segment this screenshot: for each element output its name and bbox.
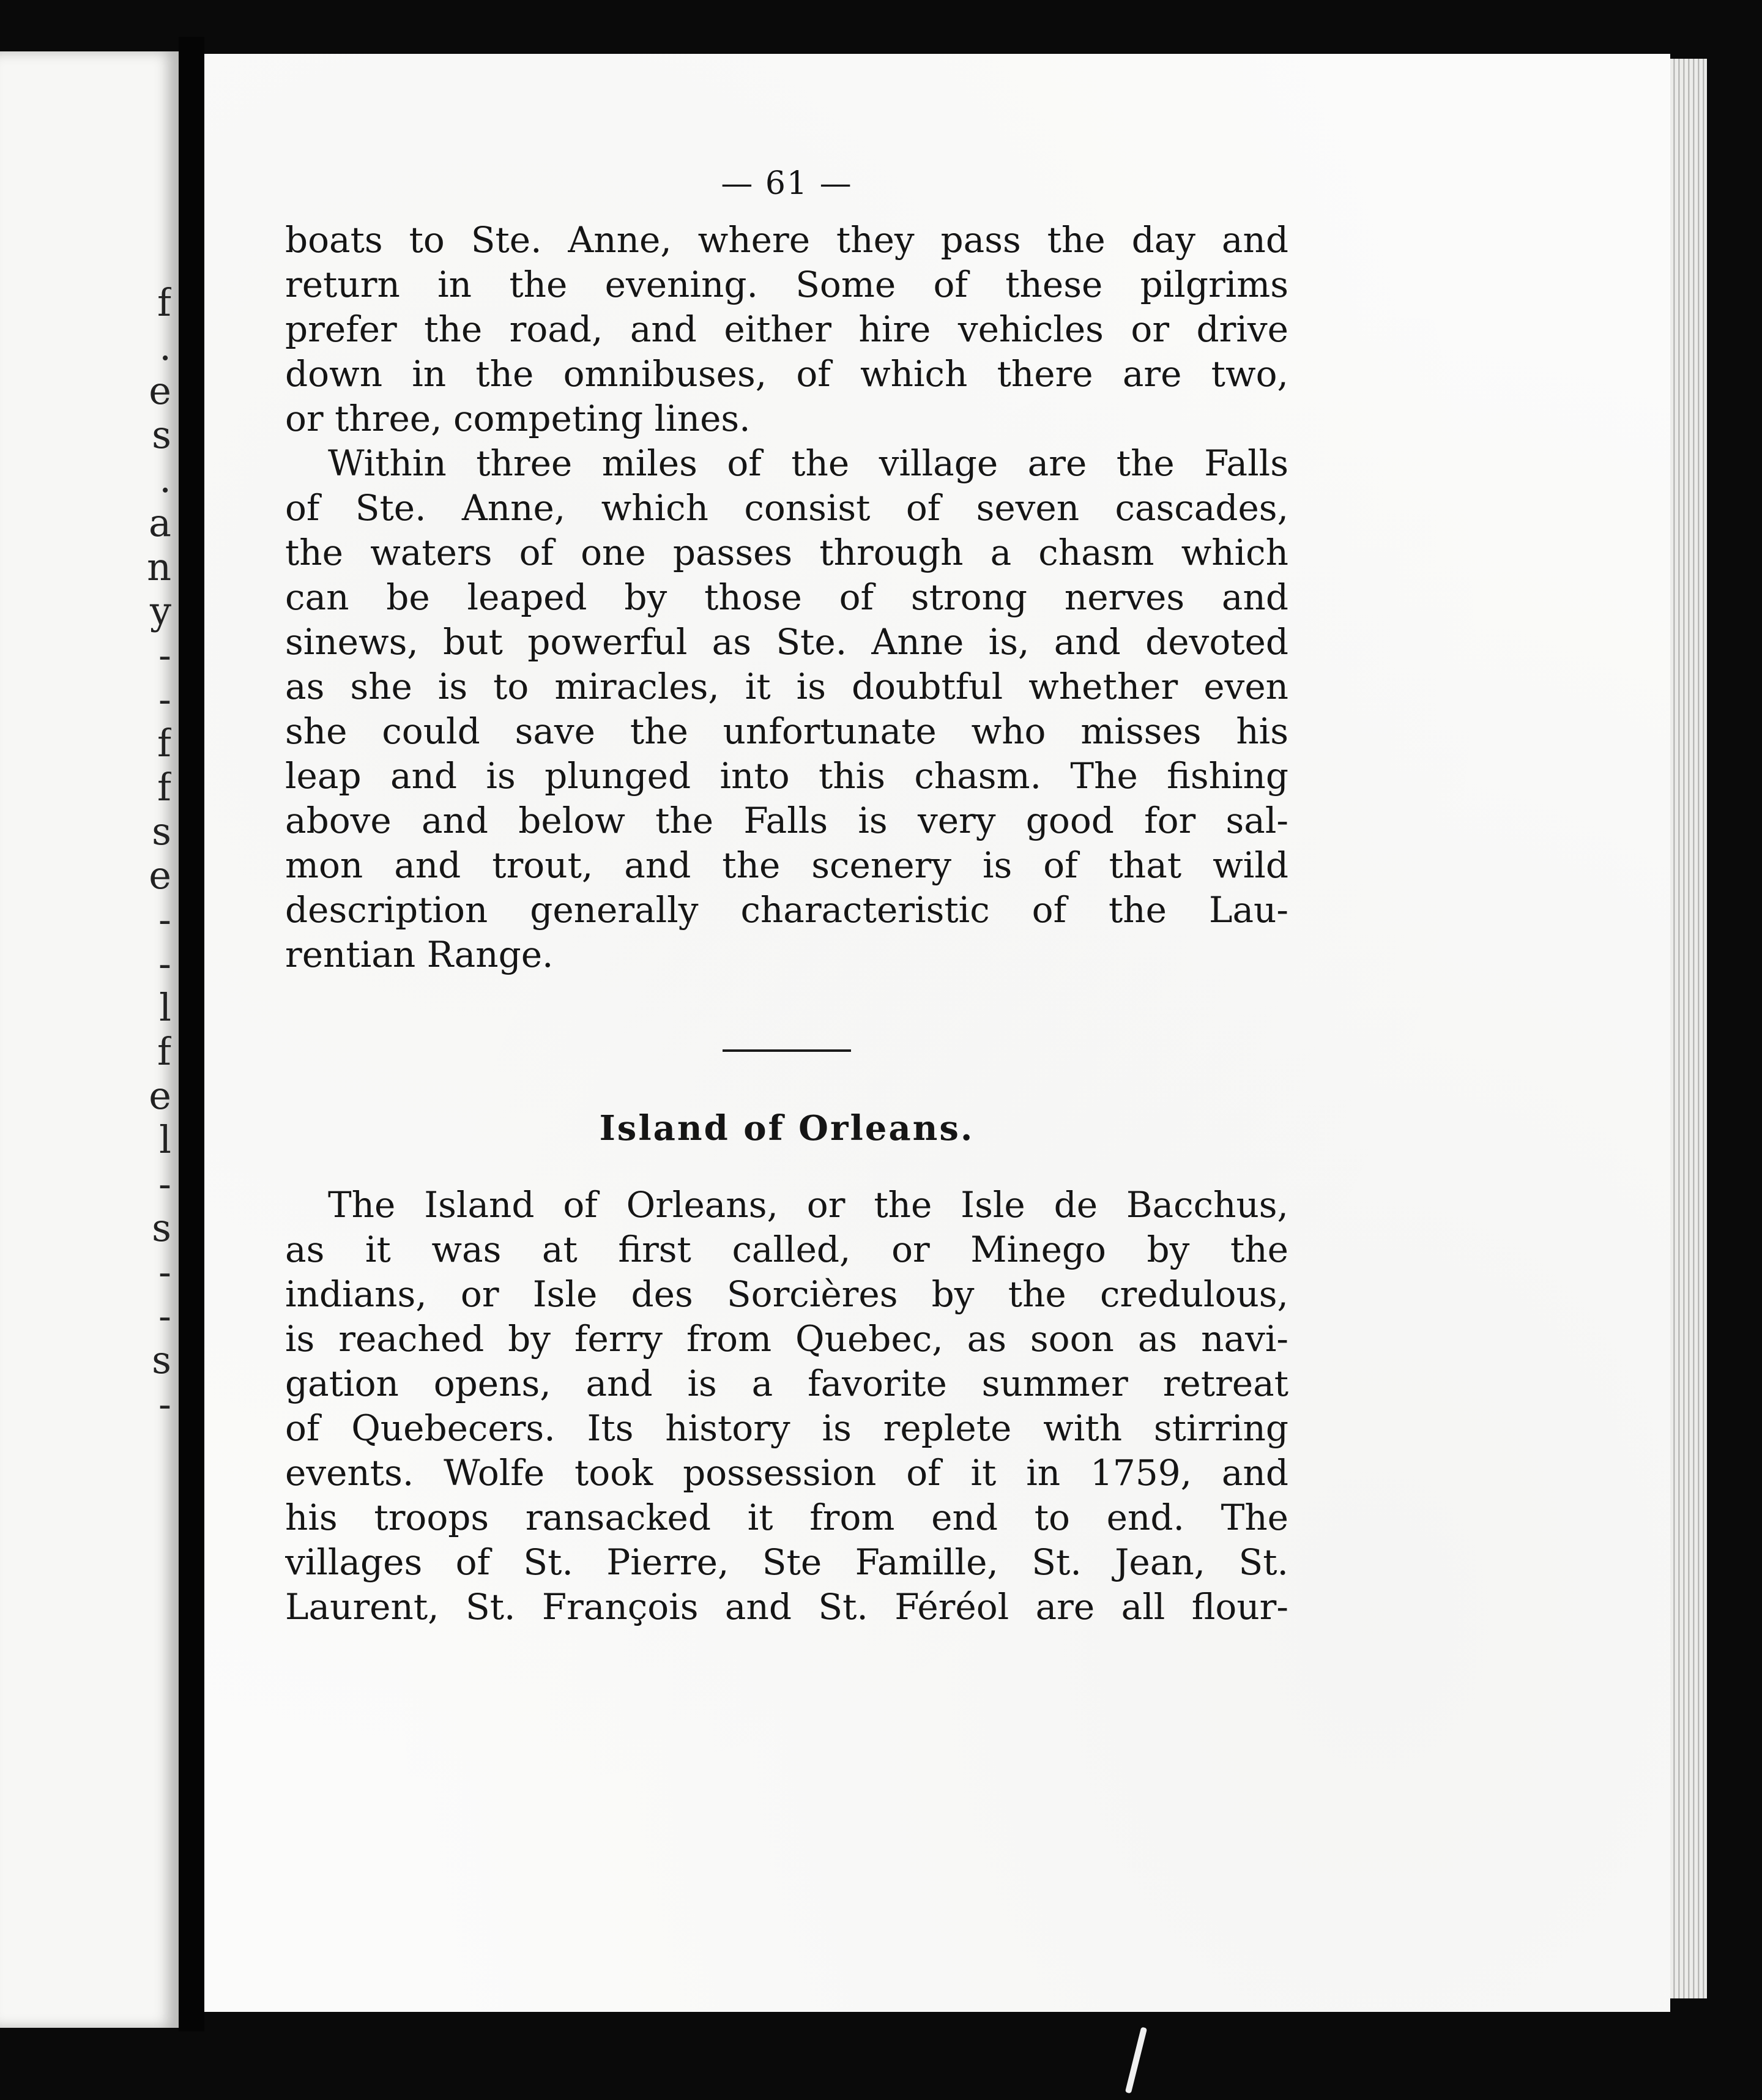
left-page-char: y: [149, 592, 171, 633]
book-gutter: [179, 37, 204, 2031]
text-line: Within three miles of the village are the Falls: [328, 442, 1288, 484]
left-page-char: -: [158, 1253, 171, 1294]
text-line: gation opens, and is a favorite summer retreat: [285, 1363, 1288, 1404]
left-page-cut-off-text: [147, 284, 171, 1429]
left-page-char: .: [159, 328, 171, 369]
text-line: is reached by ferry from Quebec, as soon as navi-: [285, 1318, 1288, 1360]
text-line: description generally characteristic of the Lau-: [285, 889, 1288, 931]
text-line: indians, or Isle des Sorcières by the credulous,: [285, 1273, 1288, 1315]
left-page-char: a: [149, 504, 171, 545]
left-page-char: -: [158, 1297, 171, 1338]
page-edges: [1670, 59, 1707, 1998]
stray-mark: [1125, 2027, 1147, 2093]
left-page-char: -: [158, 1385, 171, 1426]
paragraph-falls: [285, 441, 1288, 977]
left-page-char: e: [149, 372, 171, 413]
left-page-char: n: [147, 548, 171, 589]
left-page-char: .: [159, 460, 171, 501]
left-page-char: f: [157, 724, 171, 765]
left-page-char: s: [152, 1209, 171, 1250]
left-page-char: s: [152, 416, 171, 457]
text-line: above and below the Falls is very good for sal-: [285, 800, 1288, 841]
text-line: of Quebecers. Its history is replete with stirring: [285, 1407, 1288, 1449]
text-line: she could save the unfortunate who misses his: [285, 710, 1288, 752]
left-page-char: -: [158, 945, 171, 986]
left-page-char: f: [157, 769, 171, 810]
text-line: of Ste. Anne, which consist of seven cascades,: [285, 487, 1288, 529]
left-page-fragment: [0, 51, 179, 2028]
text-line: the waters of one passes through a chasm which: [285, 532, 1288, 573]
text-line: as it was at first called, or Minego by the: [285, 1229, 1288, 1270]
page-text-block: [285, 165, 1288, 1629]
left-page-char: e: [149, 857, 171, 898]
left-page-char: s: [152, 1341, 171, 1382]
paragraph-pilgrims: [285, 218, 1288, 441]
text-line: his troops ransacked it from end to end. The: [285, 1497, 1288, 1538]
text-line: or three, competing lines.: [285, 398, 751, 439]
text-line: down in the omnibuses, of which there are two,: [285, 353, 1288, 395]
text-line: Laurent, St. François and St. Féréol are all flour-: [285, 1586, 1288, 1628]
left-page-char: f: [157, 284, 171, 325]
section-heading: Island of Orleans.: [599, 1108, 975, 1149]
page-number: — 61 —: [721, 165, 853, 202]
text-line: sinews, but powerful as Ste. Anne is, and devoted: [285, 621, 1288, 663]
left-page-char: -: [158, 1165, 171, 1206]
text-line: The Island of Orleans, or the Isle de Bacchus,: [328, 1184, 1288, 1226]
text-line: leap and is plunged into this chasm. The fishing: [285, 755, 1288, 797]
left-page-char: f: [157, 1033, 171, 1074]
text-line: return in the evening. Some of these pilgrims: [285, 264, 1288, 305]
left-page-char: e: [149, 1077, 171, 1118]
text-line: can be leaped by those of strong nerves and: [285, 576, 1288, 618]
left-page-char: s: [152, 813, 171, 854]
text-line: mon and trout, and the scenery is of that wild: [285, 844, 1288, 886]
text-line: villages of St. Pierre, Ste Famille, St. Jean, St.: [285, 1541, 1288, 1583]
text-line: prefer the road, and either hire vehicles or drive: [285, 308, 1288, 350]
left-page-char: -: [158, 901, 171, 942]
left-page-char: l: [159, 1121, 171, 1162]
section-divider-rule: [723, 1049, 851, 1052]
paragraph-island-of-orleans: [285, 1183, 1288, 1629]
left-page-char: l: [159, 989, 171, 1030]
text-line: as she is to miracles, it is doubtful whether even: [285, 666, 1288, 707]
left-page-char: -: [158, 680, 171, 721]
text-line: boats to Ste. Anne, where they pass the day and: [285, 219, 1288, 261]
text-line: rentian Range.: [285, 934, 554, 975]
left-page-char: -: [158, 636, 171, 677]
text-line: events. Wolfe took possession of it in 1759, and: [285, 1452, 1288, 1494]
